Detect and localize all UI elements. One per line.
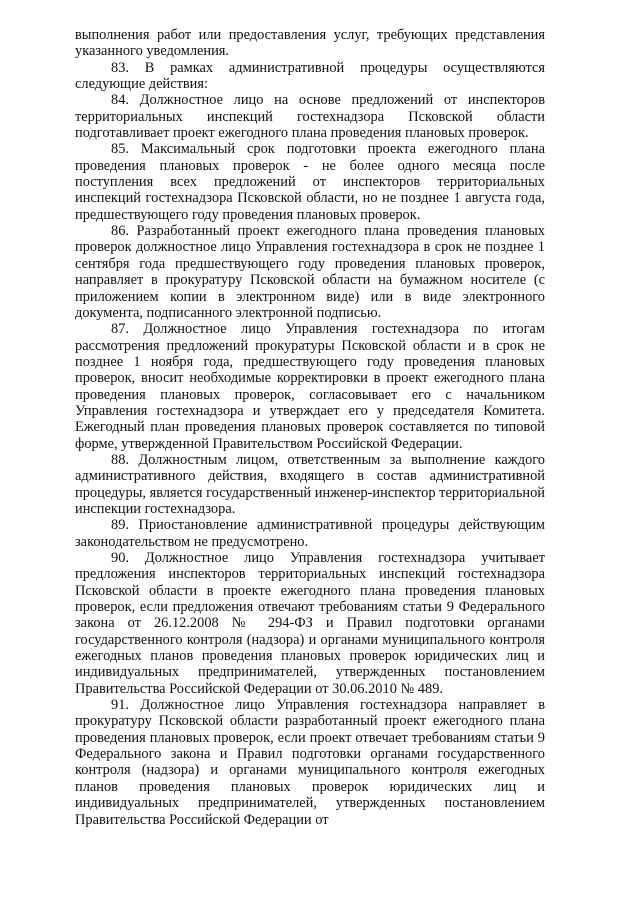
paragraph-89: 89. Приостановление административной процедуры действующим законодательством не предусмотрено. xyxy=(75,517,545,550)
paragraph-86: 86. Разработанный проект ежегодного плана проведения плановых проверок должностное лицо Управления гостехнадзора в срок не позднее 1 сентября года предшествующего году проведения плановых проверок, направляет в прокуратуру Псковской области на бумажном носителе (с приложением копии в электронном виде) или в виде электронного документа, подписанного электронной подписью. xyxy=(75,223,545,321)
paragraph-91: 91. Должностное лицо Управления гостехнадзора направляет в прокуратуру Псковской области разработанный проект ежегодного плана проведения плановых проверок, если проект отвечает требованиям статьи 9 Федерального закона и Правил подготовки органами государственного контроля (надзора) и органами муниципального контроля ежегодных планов проведения плановых проверок юридических лиц и индивидуальных предпринимателей, утвержденных постановлением Правительства Российской Федерации от xyxy=(75,697,545,828)
paragraph-90: 90. Должностное лицо Управления гостехнадзора учитывает предложения инспекторов территориальных инспекций гостехнадзора Псковской области в проекте ежегодного плана проведения плановых проверок, если предложения отвечают требованиям статьи 9 Федерального закона от 26.12.2008 № 294-ФЗ и Правил подготовки органами государственного контроля (надзора) и органами муниципального контроля ежегодных планов проведения плановых проверок юридических лиц и индивидуальных предпринимателей, утвержденных постановлением Правительства Российской Федерации от 30.06.2010 № 489. xyxy=(75,550,545,697)
paragraph-85: 85. Максимальный срок подготовки проекта ежегодного плана проведения плановых проверок - не более одного месяца после поступления всех предложений от инспекторов территориальных инспекций гостехнадзора Псковской области, но не позднее 1 августа года, предшествующего году проведения плановых проверок. xyxy=(75,141,545,223)
paragraph-83: 83. В рамках административной процедуры осуществляются следующие действия: xyxy=(75,59,545,93)
paragraph-88: 88. Должностным лицом, ответственным за выполнение каждого административного действия, входящего в состав административной процедуры, является государственный инженер-инспектор территориальной инспекции гостехнадзора. xyxy=(75,451,545,517)
paragraph-87: 87. Должностное лицо Управления гостехнадзора по итогам рассмотрения предложений прокуратуры Псковской области и в срок не позднее 1 ноября года, предшествующего году проведения плановых проверок, вносит необходимые корректировки в проект ежегодного плана проведения плановых проверок, согласовывает его с начальником Управления гостехнадзора и утверждает его у председателя Комитета. Ежегодный план проведения плановых проверок составляется по типовой форме, утвержденной Правительством Российской Федерации. xyxy=(75,321,545,452)
paragraph-continuation: выполнения работ или предоставления услуг, требующих представления указанного уведомления. xyxy=(75,27,545,60)
document-page xyxy=(75,27,545,828)
paragraph-84: 84. Должностное лицо на основе предложений от инспекторов территориальных инспекций гостехнадзора Псковской области подготавливает проект ежегодного плана проведения плановых проверок. xyxy=(75,92,545,142)
